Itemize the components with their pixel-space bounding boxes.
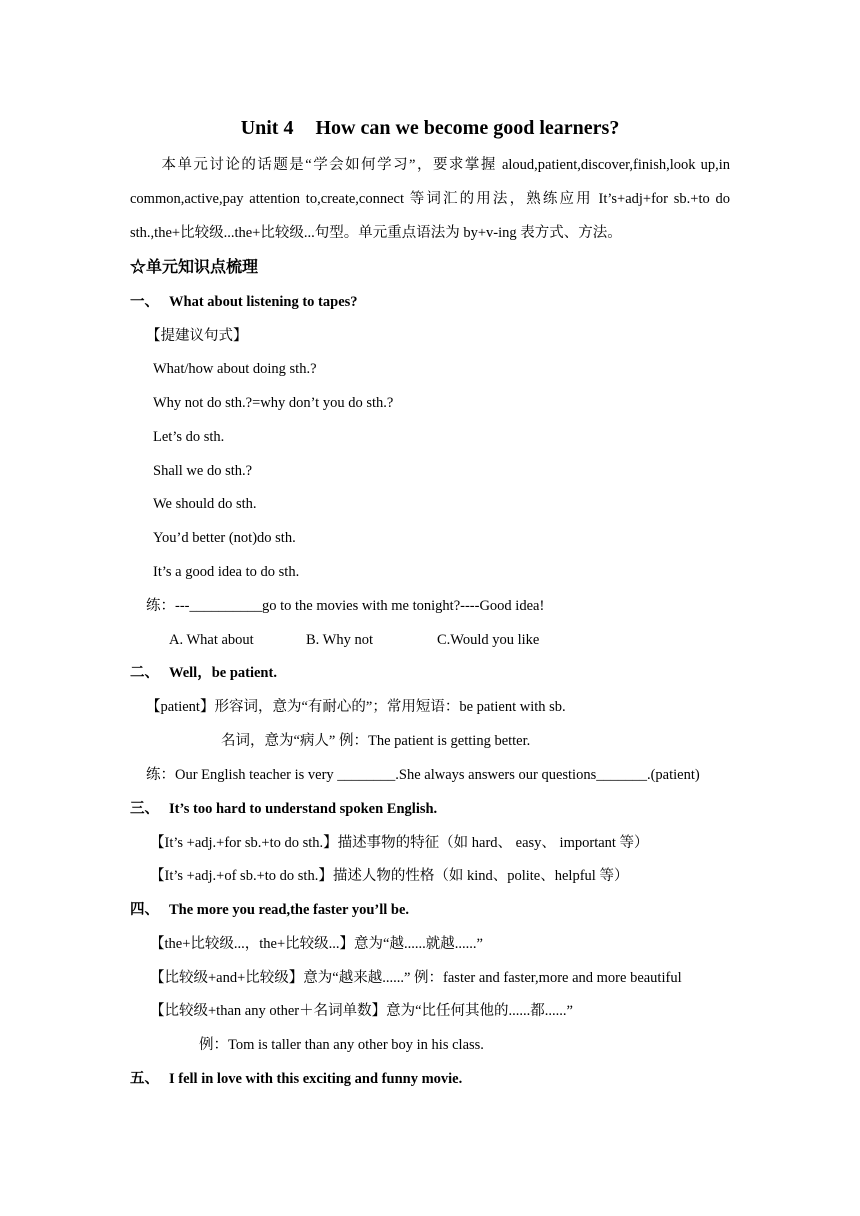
s2-exercise: 练：Our English teacher is very ________.She always answers our questions_______.(patient) [146,767,700,783]
section-heading: ☆单元知识点梳理 [130,259,259,276]
s2-line1: 【patient】形容词，意为“有耐心的”；常用短语：be patient with sb. [146,699,566,715]
s4-title: The more you read,the faster you’ll be. [169,902,410,918]
s2-line2: 名词，意为“病人” 例：The patient is getting better. [221,733,531,749]
s5-title: I fell in love with this exciting and funny movie. [169,1071,463,1087]
s1-heading [130,292,358,312]
s1-item: You’d better (not)do sth. [153,530,296,546]
s1-item: It’s a good idea to do sth. [153,564,300,580]
unit-label: Unit 4 [240,117,294,139]
s1-option-c: C.Would you like [437,632,540,648]
s2-title: Well，be patient. [169,665,277,681]
page-title [0,115,860,141]
unit-title-text: How can we become good learners? [315,117,620,139]
s3-number: 三、 [130,801,159,817]
s1-option-b: B. Why not [306,632,373,648]
s2-number: 二、 [130,665,159,681]
s4-line2: 【比较级+and+比较级】意为“越来越......” 例：faster and faster,more and more beautiful [150,970,682,986]
s3-title: It’s too hard to understand spoken English. [169,801,438,817]
s4-line1: 【the+比较级...，the+比较级...】意为“越......就越......” [150,936,483,952]
s5-heading [130,1069,462,1089]
s1-exercise: 练：---__________go to the movies with me tonight?----Good idea! [146,598,545,614]
s1-label: 【提建议句式】 [146,328,248,344]
s2-heading [130,663,277,683]
s4-line4: 例：Tom is taller than any other boy in his class. [199,1037,484,1053]
s3-heading [130,799,437,819]
intro-paragraph [130,148,730,250]
s3-line2: 【It’s +adj.+of sb.+to do sth.】描述人物的性格（如 kind、polite、helpful 等） [150,868,629,884]
s4-line3: 【比较级+than any other＋名词单数】意为“比任何其他的......都......” [150,1003,573,1019]
s1-item: Shall we do sth.? [153,463,253,479]
intro-text: 本单元讨论的话题是“学会如何学习”，要求掌握 aloud,patient,discover,finish,look up,in common,active,pay attention to,create,connect 等词汇的用法，熟练应用 It’s+adj+for sb.+to do sth.,the+比较级...the+比较级...句型。单元重点语法为 by+v-ing 表方式、方法。 [130,157,730,241]
s1-option-a: A. What about [169,632,254,648]
s3-line1: 【It’s +adj.+for sb.+to do sth.】描述事物的特征（如 hard、 easy、 important 等） [150,835,649,851]
s5-number: 五、 [130,1071,159,1087]
s1-number: 一、 [130,294,159,310]
s1-title: What about listening to tapes? [169,294,358,310]
s1-item: What/how about doing sth.? [153,361,317,377]
s4-heading [130,900,409,920]
s1-item: Let’s do sth. [153,429,225,445]
s1-item: We should do sth. [153,496,257,512]
s1-item: Why not do sth.?=why don’t you do sth.? [153,395,394,411]
s4-number: 四、 [130,902,159,918]
